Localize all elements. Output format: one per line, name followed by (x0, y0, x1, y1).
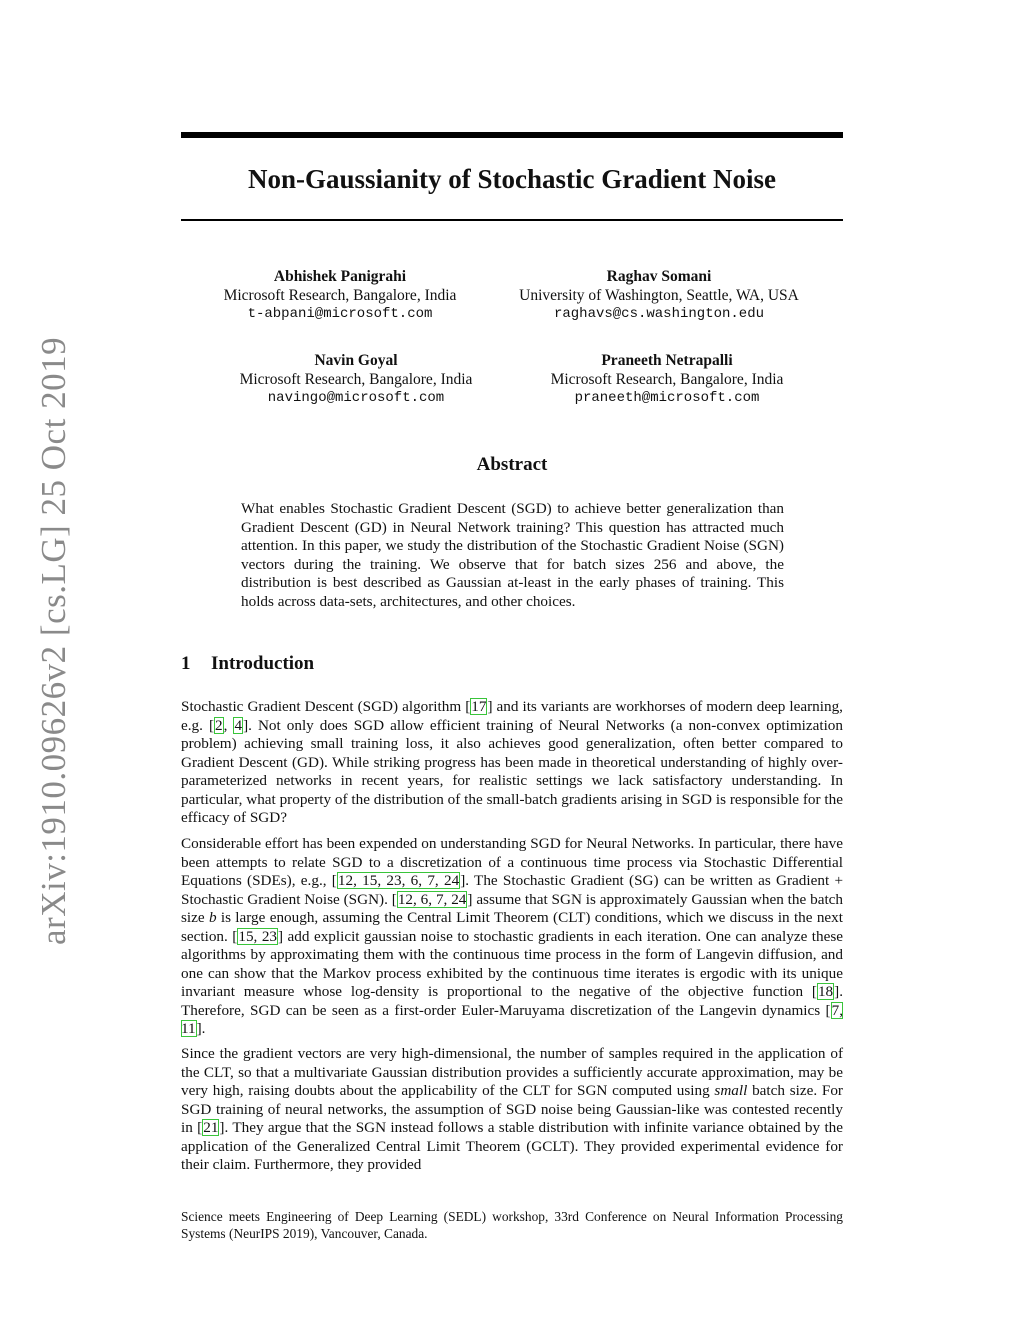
citation-link[interactable]: 17 (471, 698, 487, 715)
arxiv-sidebar-stamp: arXiv:1910.09626v2 [cs.LG] 25 Oct 2019 (34, 336, 73, 945)
author-block-3 (191, 351, 521, 408)
footnote-venue: Science meets Engineering of Deep Learning (SEDL) workshop, 33rd Conference on Neural Information Processing Systems (NeurIPS 2019), Vancouver, Canada. (181, 1209, 843, 1241)
author-affiliation: University of Washington, Seattle, WA, USA (519, 287, 799, 304)
intro-paragraph-3 (181, 1045, 843, 1175)
text-run: ] add explicit gaussian noise to stochastic gradients in each iteration. One can analyze these algorithms by approximating them with the continuous time process in the form of Langevin diffusion, and one can show that the Markov process exhibited by the continuous time iterates is ergodic with its unique invariant measure whose log-density is proportional to the negative of the objective function [ (181, 927, 843, 1000)
text-run: ]. (196, 1020, 206, 1037)
author-name: Raghav Somani (606, 268, 712, 285)
abstract-text: What enables Stochastic Gradient Descent (SGD) to achieve better generalization than Gradient Descent (GD) in Neural Network training? This question has attracted much attention. In this paper, we study the distribution of the Stochastic Gradient Noise (SGN) vectors during the training. We observe that for batch sizes 256 and above, the distribution is best described as Gaussian at-least in the early phases of training. This holds across data-sets, architectures, and other choices. (241, 500, 784, 610)
section-heading-introduction (181, 653, 314, 675)
text-run: is large enough, assuming the Central Limit Theorem (CLT) conditions, which we discuss in the next section. [ (181, 909, 843, 945)
text-run: ] assume that SGN is approximately Gaussian when the batch size (181, 890, 843, 926)
citation-link[interactable]: 21 (203, 1119, 219, 1136)
author-name: Navin Goyal (314, 352, 398, 369)
citation-link[interactable]: 2 (215, 716, 223, 734)
title-bottom-rule (181, 219, 843, 221)
citation-link[interactable]: 15, 23 (238, 927, 278, 945)
text-run: ]. They argue that the SGN instead follows a stable distribution with infinite variance obtained by the application of the Generalized Central Limit Theorem (GCLT). They provided experimental evidence for their claim. Furthermore, they provided (181, 1119, 843, 1173)
paper-title: Non-Gaussianity of Stochastic Gradient Noise (247, 164, 777, 194)
citation-link[interactable]: 12, 6, 7, 24 (397, 890, 467, 908)
text-run: Considerable effort has been expended on understanding SGD for Neural Networks. In particular, there have been attempts to relate SGD to a discretization of a continuous time process via Stochastic Differential Equations (SDEs), e.g., [ (181, 835, 843, 889)
author-affiliation: Microsoft Research, Bangalore, India (223, 287, 457, 304)
text-run: Since the gradient vectors are very high-dimensional, the number of samples required in the application of the CLT, so that a multivariate Gaussian distribution provides a sufficiently accurate approximation, may be very high, raising doubts about the applicability of the CLT for SGN computed using (181, 1045, 843, 1099)
citation-link[interactable]: 4 (234, 716, 243, 734)
text-run: ] and its variants are workhorses of modern deep learning, e.g. [ (181, 698, 843, 734)
text-run: batch size. For SGD training of neural networks, the assumption of SGD noise being Gaussian-like was contested recently in [ (181, 1082, 843, 1136)
text-run: ]. Therefore, SGD can be seen as a first-order Euler-Maruyama discretization of the Langevin dynamics [ (181, 983, 843, 1019)
text-run: ]. Not only does SGD allow efficient training of Neural Networks (a non-convex optimization problem) achieving small training loss, it also achieves good generalization, often better compared to Gradient Descent (GD). While striking progress has been made in theoretical understanding of highly over-parameterized networks in recent years, for realistic settings we lack satisfactory understanding. In particular, what property of the distribution of the small-batch gradients arising in SGD is responsible for the efficacy of SGD? (181, 716, 843, 826)
section-title: Introduction (211, 653, 315, 674)
abstract-heading: Abstract (476, 454, 548, 475)
text-run: , (223, 716, 234, 734)
math-variable: b (208, 909, 217, 926)
author-block-4 (502, 351, 832, 408)
intro-paragraph-2 (181, 835, 843, 1039)
citation-link[interactable]: 12, 15, 23, 6, 7, 24 (337, 872, 460, 889)
author-block-2 (494, 267, 824, 324)
title-top-rule (181, 132, 843, 138)
author-email[interactable]: navingo@microsoft.com (267, 390, 445, 406)
section-number: 1 (181, 653, 191, 674)
emphasis-text: small (714, 1082, 748, 1099)
citation-link[interactable]: 7, 11 (181, 1001, 843, 1037)
author-email[interactable]: t-abpani@microsoft.com (247, 306, 433, 322)
text-run: ]. The Stochastic Gradient (SG) can be written as Gradient + Stochastic Gradient Noise (SGN). [ (181, 872, 844, 908)
author-email[interactable]: raghavs@cs.washington.edu (553, 306, 765, 322)
author-affiliation: Microsoft Research, Bangalore, India (550, 371, 784, 388)
author-name: Abhishek Panigrahi (273, 268, 407, 285)
intro-paragraph-1 (181, 698, 843, 828)
author-name: Praneeth Netrapalli (601, 352, 733, 369)
citation-link[interactable]: 18 (817, 983, 834, 1000)
author-block-1 (175, 267, 505, 324)
author-email[interactable]: praneeth@microsoft.com (574, 390, 760, 406)
author-affiliation: Microsoft Research, Bangalore, India (239, 371, 473, 388)
text-run: Stochastic Gradient Descent (SGD) algorithm [ (181, 698, 471, 715)
